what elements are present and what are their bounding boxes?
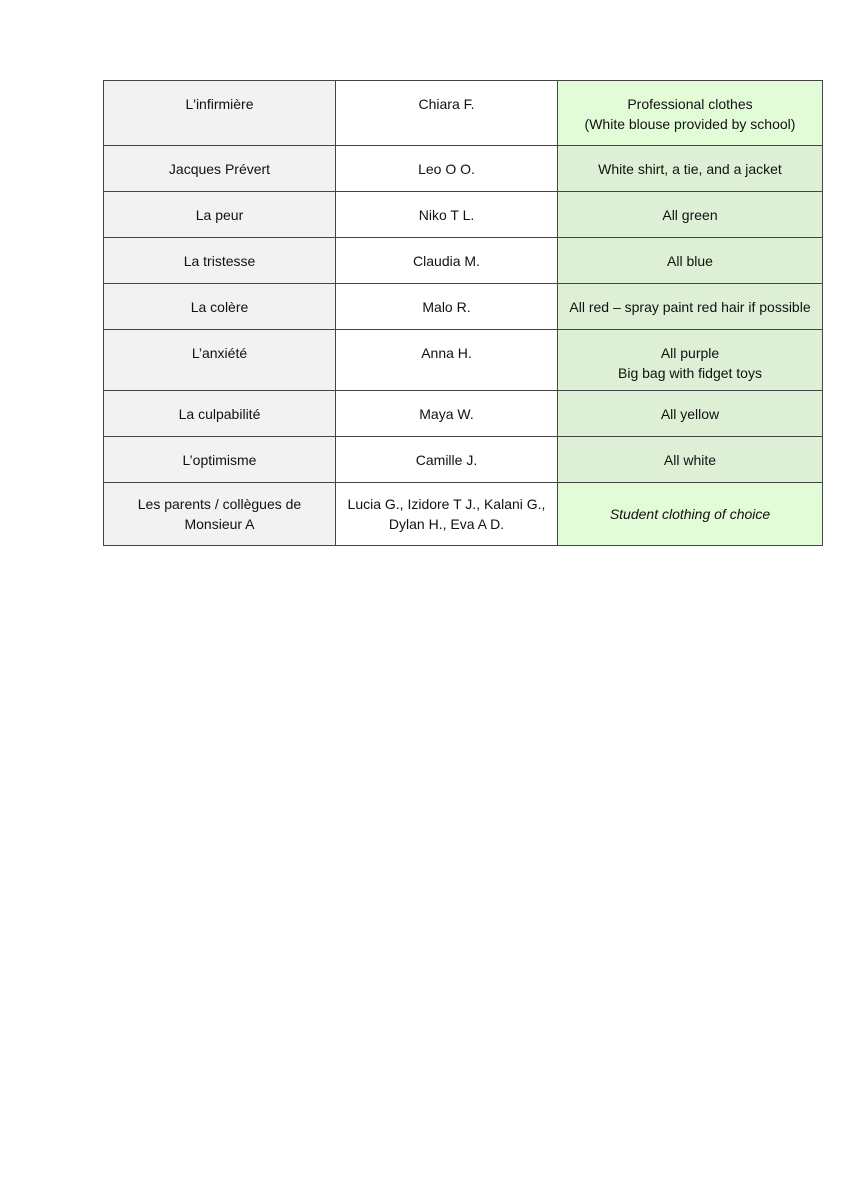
actor-cell: Camille J.: [336, 437, 558, 483]
table-row: [104, 284, 823, 330]
role-cell: La tristesse: [104, 238, 336, 284]
actor-cell: Claudia M.: [336, 238, 558, 284]
actor-cell: Malo R.: [336, 284, 558, 330]
role-cell: Les parents / collègues de Monsieur A: [104, 483, 336, 546]
costume-line: All yellow: [660, 406, 720, 422]
costume-line: Big bag with fidget toys: [618, 365, 762, 381]
costume-cell: [558, 284, 823, 330]
role-cell: L’anxiété: [104, 330, 336, 391]
costume-cell: [558, 146, 823, 192]
actor-cell: Niko T L.: [336, 192, 558, 238]
role-cell: La culpabilité: [104, 391, 336, 437]
cast-table: [103, 80, 823, 546]
costume-cell: [558, 238, 823, 284]
costume-line: All purple: [660, 345, 720, 361]
costume-cell: [558, 330, 823, 391]
table-row: [104, 391, 823, 437]
costume-line: Student clothing of choice: [609, 506, 771, 522]
costume-line: All white: [663, 452, 717, 468]
costume-line: All blue: [667, 253, 713, 269]
role-cell: La colère: [104, 284, 336, 330]
actor-cell: Lucia G., Izidore T J., Kalani G., Dylan H., Eva A D.: [336, 483, 558, 546]
table-row: [104, 146, 823, 192]
table-row: [104, 330, 823, 391]
actor-cell: Anna H.: [336, 330, 558, 391]
cast-costume-sheet: [103, 80, 811, 546]
table-row: [104, 437, 823, 483]
costume-cell: [558, 437, 823, 483]
table-row: [104, 81, 823, 146]
table-row: [104, 192, 823, 238]
table-row: [104, 238, 823, 284]
costume-line: Professional clothes: [627, 96, 753, 112]
actor-cell: Maya W.: [336, 391, 558, 437]
costume-line: (White blouse provided by school): [584, 116, 796, 132]
costume-cell: [558, 192, 823, 238]
role-cell: Jacques Prévert: [104, 146, 336, 192]
role-cell: L'infirmière: [104, 81, 336, 146]
costume-cell: [558, 391, 823, 437]
actor-cell: Leo O O.: [336, 146, 558, 192]
role-cell: L’optimisme: [104, 437, 336, 483]
costume-line: White shirt, a tie, and a jacket: [598, 161, 782, 177]
table-row: [104, 483, 823, 546]
costume-line: All green: [662, 207, 718, 223]
actor-cell: Chiara F.: [336, 81, 558, 146]
role-cell: La peur: [104, 192, 336, 238]
costume-line: All red – spray paint red hair if possible: [569, 299, 811, 315]
costume-cell: [558, 483, 823, 546]
costume-cell: [558, 81, 823, 146]
